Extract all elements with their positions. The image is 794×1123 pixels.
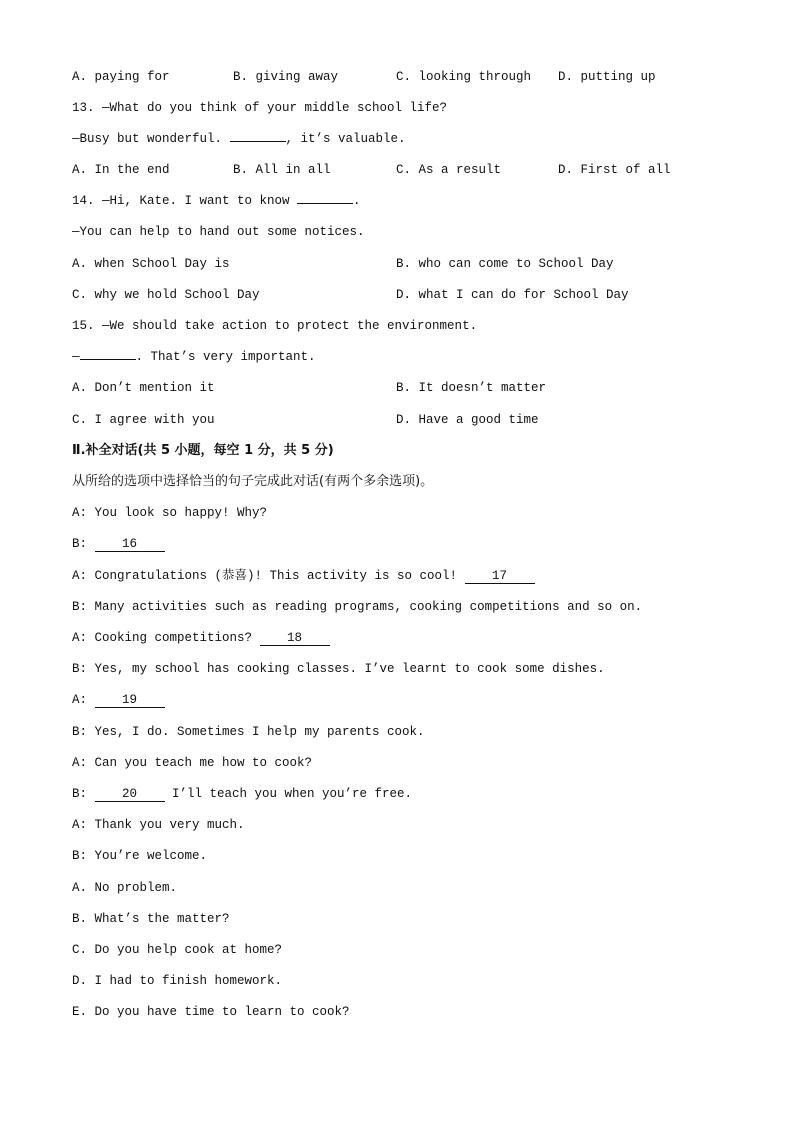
blank-16: 16: [95, 537, 165, 552]
q13-answer: [72, 131, 406, 147]
q12-option-a: A. paying for: [72, 70, 170, 84]
dialogue-line-6: B: Yes, my school has cooking classes. I’ve learnt to cook some dishes.: [72, 662, 605, 676]
q14-option-c: C. why we hold School Day: [72, 288, 260, 302]
q15-answer-suffix: . That’s very important.: [135, 350, 316, 364]
q15-option-a: A. Don’t mention it: [72, 381, 215, 395]
q15-answer: [72, 349, 316, 365]
q12-option-b: B. giving away: [233, 70, 339, 84]
dialogue-line-10-suffix: I’ll teach you when you’re free.: [164, 787, 413, 801]
dialogue-line-10: [72, 786, 412, 802]
dialogue-line-12: B: You’re welcome.: [72, 849, 208, 863]
q15-option-c: C. I agree with you: [72, 413, 215, 427]
q15-question: 15. —We should take action to protect the environment.: [72, 319, 478, 333]
choice-e: E. Do you have time to learn to cook?: [72, 1005, 350, 1019]
dialogue-line-3-text: A: Congratulations (恭喜)! This activity is so cool!: [72, 569, 465, 583]
choice-b: B. What’s the matter?: [72, 912, 230, 926]
q13-answer-suffix: , it’s valuable.: [285, 132, 406, 146]
q13-question: 13. —What do you think of your middle school life?: [72, 101, 448, 115]
dialogue-line-7-speaker: A:: [72, 693, 95, 707]
q13-answer-prefix: —Busy but wonderful.: [72, 132, 230, 146]
q15-answer-prefix: —: [72, 350, 80, 364]
choice-a: A. No problem.: [72, 881, 178, 895]
blank-17: 17: [465, 569, 535, 584]
q13-option-d: D. First of all: [558, 163, 671, 177]
q13-option-b: B. All in all: [233, 163, 331, 177]
q14-answer: —You can help to hand out some notices.: [72, 225, 365, 239]
dialogue-line-7: [72, 692, 165, 708]
q14-option-b: B. who can come to School Day: [396, 257, 614, 271]
q14-question-prefix: 14. —Hi, Kate. I want to know: [72, 194, 298, 208]
q14-question: [72, 193, 361, 209]
blank-20: 20: [95, 787, 165, 802]
q14-blank: [297, 203, 353, 204]
q14-option-a: A. when School Day is: [72, 257, 230, 271]
dialogue-line-2-speaker: B:: [72, 537, 95, 551]
choice-c: C. Do you help cook at home?: [72, 943, 283, 957]
dialogue-line-10-speaker: B:: [72, 787, 95, 801]
q14-option-d: D. what I can do for School Day: [396, 288, 629, 302]
dialogue-line-11: A: Thank you very much.: [72, 818, 245, 832]
blank-18: 18: [260, 631, 330, 646]
dialogue-line-4: B: Many activities such as reading programs, cooking competitions and so on.: [72, 600, 643, 614]
q14-question-suffix: .: [353, 194, 361, 208]
q13-option-c: C. As a result: [396, 163, 502, 177]
choice-d: D. I had to finish homework.: [72, 974, 283, 988]
dialogue-line-3: [72, 568, 535, 584]
dialogue-line-8: B: Yes, I do. Sometimes I help my parents cook.: [72, 725, 425, 739]
dialogue-line-9: A: Can you teach me how to cook?: [72, 756, 313, 770]
section-heading: Ⅱ.补全对话(共 5 小题，每空 1 分，共 5 分): [72, 443, 334, 458]
q15-blank: [80, 359, 136, 360]
q13-blank: [230, 141, 286, 142]
section-instruction: 从所给的选项中选择恰当的句子完成此对话(有两个多余选项)。: [72, 474, 434, 489]
dialogue-line-5-text: A: Cooking competitions?: [72, 631, 260, 645]
q15-option-b: B. It doesn’t matter: [396, 381, 547, 395]
q12-option-d: D. putting up: [558, 70, 656, 84]
blank-19: 19: [95, 693, 165, 708]
dialogue-line-5: [72, 630, 330, 646]
q15-option-d: D. Have a good time: [396, 413, 539, 427]
dialogue-line-2: [72, 536, 165, 552]
q13-option-a: A. In the end: [72, 163, 170, 177]
q12-option-c: C. looking through: [396, 70, 532, 84]
dialogue-line-1: A: You look so happy! Why?: [72, 506, 268, 520]
